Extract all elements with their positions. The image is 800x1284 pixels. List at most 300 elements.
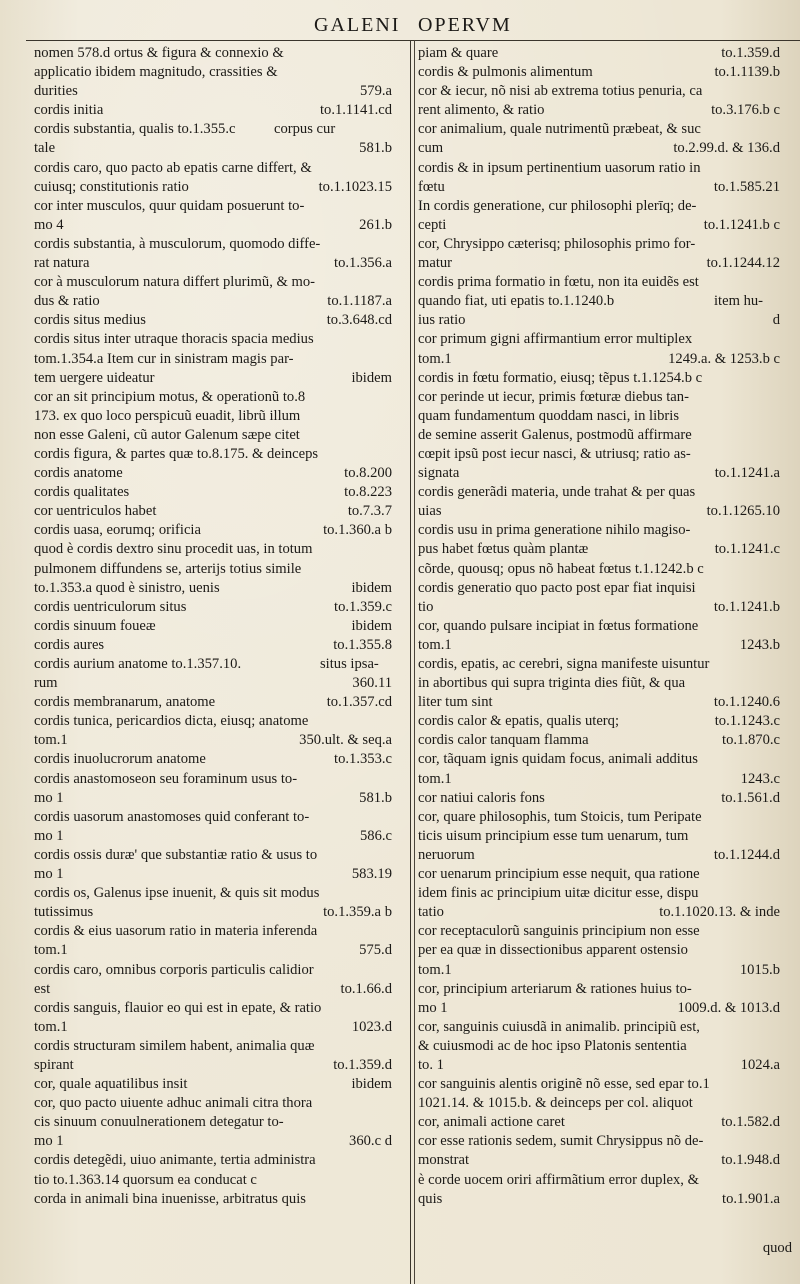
index-entry-text: cum [418,140,444,157]
index-entry-text: pus habet fœtus quàm plantæ [418,541,589,558]
index-line [34,941,392,960]
index-line [418,731,780,750]
index-entry-text: cordis, epatis, ac cerebri, signa manifeste uisuntur [418,656,710,672]
index-entry-text: cordis aures [34,636,105,653]
index-line [34,388,392,407]
index-entry-text: mo 1 [34,866,64,883]
index-line [418,388,780,407]
index-line [34,483,392,502]
index-entry-text: tatio [418,904,444,921]
index-entry-text: cor uenarum principium esse nequit, qua ratione [418,866,700,883]
index-entry-text: cordis & eius uasorum ratio in materia inferenda [34,923,318,940]
index-entry-text: cordis anatome [34,465,123,482]
index-reference: to.1.1241.b [713,598,780,615]
running-header [300,8,620,38]
index-line [418,1094,780,1113]
index-entry-text: cor sanguinis alentis originẽ nõ esse, sed epar to.1 [418,1076,710,1093]
index-line [418,693,780,712]
index-line [418,139,780,158]
index-line [34,1171,392,1190]
index-entry-text: fœtu [418,178,445,195]
index-entry-text: cordis generatio quo pacto post epar fiat inquisi [418,579,696,596]
index-line [34,865,392,884]
index-entry-text: quod è cordis dextro sinu procedit uas, in totum [34,541,313,558]
index-reference: 1015.b [739,961,780,978]
index-line [34,178,392,197]
index-entry-text: quam fundamentum quoddam nasci, in libris [418,407,680,424]
index-entry-text: rat natura [34,255,90,272]
index-line [34,273,392,292]
index-entry-text: cordis structuram similem habent, animalia quæ [34,1037,315,1054]
index-reference: to.1.357.cd [326,694,392,711]
index-entry-text: cordis calor tanquam flamma [418,732,589,749]
index-line [418,63,780,82]
index-line [418,350,780,369]
index-entry-text: cordis os, Galenus ipse inuenit, & quis sit modus [34,885,320,902]
index-reference: to.2.99.d. & 136.d [673,140,780,157]
index-entry-text: mo 1 [34,789,64,806]
index-entry-text: est [34,980,51,997]
index-reference: 1009.d. & 1013.d [677,999,780,1016]
index-line [34,407,392,426]
index-entry-text: cor animalium, quale nutrimentũ præbeat, & suc [418,121,701,138]
index-entry-text: cor inter musculos, quur quidam posuerunt to- [34,197,305,214]
index-entry-text: de semine asserit Galenus, postmodũ affirmare [418,426,692,443]
index-line [34,101,392,120]
index-reference: ibidem [351,1076,392,1093]
index-entry-text: cor primum gigni affirmantium error multiplex [418,331,693,348]
index-entry-text: tom.1 [34,732,68,749]
index-line [418,521,780,540]
index-line [34,808,392,827]
index-line [34,82,392,101]
index-entry-text: dus & ratio [34,293,100,310]
index-entry-continuation: item hu- [714,293,764,310]
index-line [418,311,780,330]
index-entry-text: cordis caro, quo pacto ab epatis carne differt, & [34,159,312,176]
index-entry-text: In cordis generatione, cur philosophi plerīq; de- [418,197,697,214]
index-line [34,1132,392,1151]
index-entry-text: cordis membranarum, anatome [34,694,216,711]
index-reference: to.1.359.d [721,45,780,61]
index-entry-text: per ea quæ in dissectionibus apparent ostensio [418,942,688,959]
index-reference: to.1.1241.a [714,465,780,482]
index-entry-text: tom.1 [34,1018,68,1035]
index-line [34,712,392,731]
index-line [34,311,392,330]
index-reference: ibidem [351,617,392,634]
index-line [418,1190,780,1209]
index-reference: d [772,312,780,329]
index-line [418,941,780,960]
index-entry-text: rent alimento, & ratio [418,102,545,119]
index-entry-text: non esse Galeni, cũ autor Galenum sæpe citet [34,426,300,443]
index-entry-text: cordis tunica, pericardios dicta, eiusq; anatome [34,713,309,730]
index-reference: 261.b [359,216,392,233]
index-line [34,235,392,254]
index-entry-text: nomen 578.d ortus & figura & connexio & [34,45,284,61]
index-entry-text: cordis detegẽdi, uiuo animante, tertia administra [34,1152,316,1169]
index-line [418,464,780,483]
index-entry-text: & cuiusmodi ac de hoc ipso Platonis sententia [418,1037,687,1054]
index-line [418,82,780,101]
index-entry-text: cor, quando pulsare incipiat in fœtus formatione [418,617,699,634]
index-line [418,808,780,827]
index-line [418,407,780,426]
index-reference: to.1.359.c [334,598,392,615]
index-line [418,1132,780,1151]
index-entry-text: cordis ossis duræ' que substantiæ ratio & usus to [34,846,318,863]
index-reference: ibidem [351,369,392,386]
index-entry-text: cor, quale aquatilibus insit [34,1076,188,1093]
index-line [34,426,392,445]
index-line [34,445,392,464]
index-entry-text: cordis uentriculorum situs [34,598,187,615]
index-entry-text: tio [418,598,434,615]
index-line [418,540,780,559]
index-entry-text: cor natiui caloris fons [418,789,545,806]
index-line [418,617,780,636]
index-entry-text: cordis usu in prima generatione nihilo magiso- [418,522,691,539]
index-line [34,1151,392,1170]
index-reference: to.1.1139.b [714,64,780,81]
index-reference: 1243.c [740,770,780,787]
index-line [418,44,780,63]
index-entry-text: cordis figura, & partes quæ to.8.175. & deinceps [34,445,319,462]
index-reference: to.1.1241.c [714,541,780,558]
index-reference: to.8.223 [344,484,392,501]
index-line [418,1037,780,1056]
index-entry-text: tom.1 [34,942,68,959]
index-line [34,770,392,789]
index-line [34,369,392,388]
index-entry-text: cordis situs medius [34,312,146,329]
index-line [418,178,780,197]
index-line [418,579,780,598]
index-line [34,216,392,235]
index-line [418,483,780,502]
index-reference: to.1.1141.cd [319,102,392,119]
index-line [34,846,392,865]
header-right: OPERVM [418,14,512,36]
index-line [418,789,780,808]
index-reference: to.1.1187.a [327,293,392,310]
index-entry-text: cordis in fœtu formatio, eiusq; tẽpus t.1.1254.b c [418,369,703,386]
index-entry-text: cordis anastomoseon seu foraminum usus to- [34,770,298,787]
index-line [418,101,780,120]
index-entry-text: tom.1 [418,770,452,787]
index-line [34,159,392,178]
index-line [418,254,780,273]
index-line [34,655,392,674]
index-line [418,369,780,388]
catchword: quod [762,1240,792,1256]
index-entry-text: cordis inuolucrorum anatome [34,751,206,768]
index-line [34,999,392,1018]
index-entry-text: cor, Chrysippo cæterisq; philosophis primo for- [418,235,696,252]
index-entry-text: spirant [34,1056,74,1073]
index-entry-text: cordis uasa, eorumq; orificia [34,522,201,539]
index-reference: ibidem [351,579,392,596]
index-line [418,426,780,445]
index-entry-text: tutissimus [34,904,94,921]
index-entry-text: cordis caro, omnibus corporis particulis calidior [34,961,314,978]
index-entry-text: cordis generãdi materia, unde trahat & per quas [418,484,696,501]
index-entry-text: cor uentriculos habet [34,503,157,520]
index-entry-text: cordis qualitates [34,484,130,501]
index-entry-text: cor, sanguinis cuiusdã in animalib. principiũ est, [418,1018,700,1035]
index-entry-text: cordis aurium anatome to.1.357.10. [34,656,242,672]
index-entry-text: matur [418,255,453,272]
index-entry-text: ius ratio [418,312,466,329]
index-line [418,770,780,789]
index-entry-continuation: situs ipsa- [320,656,379,672]
index-entry-text: cordis prima formatio in fœtu, non ita euidẽs est [418,274,699,291]
index-line [34,1037,392,1056]
index-line [34,674,392,693]
index-entry-text: corda in animali bina inuenisse, arbitratus quis [34,1190,306,1207]
index-entry-text: ticis uisum principium esse tum uenarum, tum [418,827,689,844]
index-reference: to.3.176.b c [711,102,780,119]
index-reference: 586.c [359,827,392,844]
index-line [418,235,780,254]
index-entry-text: to.1.353.a quod è sinistro, uenis [34,579,220,596]
index-reference: to.8.200 [344,465,392,482]
index-entry-text: cis sinuum conuulnerationem detegatur to- [34,1114,284,1131]
index-line [418,502,780,521]
index-line [34,560,392,579]
index-line [34,120,392,139]
index-line [418,1018,780,1037]
index-entry-text: mo 1 [418,999,448,1016]
index-line [418,827,780,846]
index-entry-text: idem finis ac principium uitæ dicitur esse, dispu [418,885,699,902]
index-reference: to.1.585.21 [713,178,780,195]
index-line [418,674,780,693]
index-line [34,922,392,941]
index-reference: to.1.582.d [721,1114,780,1131]
index-reference: to.1.359.a b [323,904,392,921]
index-entry-text: applicatio ibidem magnitudo, crassities & [34,64,278,81]
right-column [418,44,780,1209]
index-entry-text: liter tum sint [418,694,493,711]
index-line [418,292,780,311]
index-line [34,636,392,655]
index-reference: to.1.901.a [722,1190,780,1207]
index-reference: to.1.948.d [721,1152,780,1169]
index-reference: to.3.648.cd [326,312,392,329]
index-reference: 360.c d [349,1133,392,1150]
index-entry-text: monstrat [418,1152,470,1169]
index-entry-text: cuiusq; constitutionis ratio [34,178,189,195]
index-entry-text: uias [418,503,442,520]
header-left: GALENI [314,14,401,36]
index-line [418,961,780,980]
index-reference: 1024.a [740,1056,780,1073]
index-line [418,999,780,1018]
index-reference: to.1.355.8 [333,636,392,653]
index-entry-text: tom.1 [418,961,452,978]
index-entry-text: cepti [418,216,447,233]
index-reference: to.1.359.d [333,1056,392,1073]
index-line [418,846,780,865]
index-entry-text: cõrde, quousq; opus nõ habeat fœtus t.1.1242.b c [418,560,704,577]
index-reference: 581.b [359,789,392,806]
index-line [418,159,780,178]
index-entry-text: tom.1 [418,636,452,653]
index-line [34,789,392,808]
index-entry-text: piam & quare [418,45,499,61]
index-entry-text: cor, tãquam ignis quidam focus, animali additus [418,751,698,768]
index-line [34,292,392,311]
index-line [34,44,392,63]
index-line [418,1151,780,1170]
index-line [418,884,780,903]
index-line [418,1056,780,1075]
index-reference: to.1.1244.d [713,846,780,863]
index-line [418,1113,780,1132]
index-entry-text: cor an sit principium motus, & operationũ to.8 [34,388,306,405]
index-line [34,827,392,846]
index-reference: 581.b [359,140,392,157]
index-entry-text: cor à musculorum natura differt plurimũ, & mo- [34,274,315,291]
index-entry-text: tale [34,140,56,157]
index-entry-text: durities [34,83,78,100]
index-reference: 575.d [359,942,392,959]
index-line [34,1075,392,1094]
index-entry-text: cordis calor & epatis, qualis uterq; [418,713,620,730]
left-column [34,44,392,1209]
index-reference: 579.a [359,83,392,100]
index-line [418,903,780,922]
index-entry-text: è corde uocem oriri affirmãtium error duplex, & [418,1171,699,1188]
index-line [418,865,780,884]
index-line [34,63,392,82]
index-entry-text: cordis substantia, qualis to.1.355.c [34,121,236,138]
index-entry-text: quis [418,1190,443,1207]
index-line [34,750,392,769]
index-reference: to.1.561.d [721,789,780,806]
index-line [34,540,392,559]
index-entry-text: cor receptaculorũ sanguinis principium non esse [418,923,700,940]
index-line [418,330,780,349]
index-line [418,273,780,292]
index-entry-text: rum [34,675,58,692]
index-reference: to.1.360.a b [323,522,392,539]
index-entry-text: signata [418,465,460,482]
index-entry-continuation: corpus cur [274,121,336,138]
index-entry-text: mo 1 [34,827,64,844]
index-entry-text: cor, principium arteriarum & rationes huius to- [418,980,692,997]
index-line [34,1056,392,1075]
index-line [34,961,392,980]
index-entry-text: neruorum [418,846,475,863]
index-reference: to.1.870.c [722,732,780,749]
index-reference: to.1.353.c [334,751,392,768]
index-entry-text: tom.1.354.a Item cur in sinistram magis par- [34,350,294,367]
index-line [34,502,392,521]
index-entry-text: cor, quo pacto uiuente adhuc animali citra thora [34,1095,313,1112]
index-entry-text: 173. ex quo loco perspicuũ euadit, librũ illum [34,407,301,424]
index-reference: 1249.a. & 1253.b c [668,350,780,367]
index-line [34,1018,392,1037]
index-line [418,1171,780,1190]
index-reference: to.1.1244.12 [706,255,780,272]
index-line [34,579,392,598]
index-reference: 360.11 [352,675,392,692]
index-line [34,617,392,636]
index-line [418,598,780,617]
column-divider [410,40,411,1284]
index-line [34,598,392,617]
index-reference: 1243.b [739,636,780,653]
index-line [34,521,392,540]
index-line [34,1113,392,1132]
index-entry-text: pulmonem diffundens se, arterijs totius simile [34,560,302,577]
index-line [34,254,392,273]
index-entry-text: cor, quare philosophis, tum Stoicis, tum Peripate [418,808,702,825]
index-entry-text: cor perinde ut iecur, primis fœturæ diebus tan- [418,388,689,405]
index-entry-text: cordis situs inter utraque thoracis spacia medius [34,331,314,348]
index-line [34,1094,392,1113]
index-reference: to.1.1020.13. & inde [659,904,780,921]
index-line [418,560,780,579]
index-entry-text: cordis initia [34,102,104,119]
index-reference: to.1.1243.c [714,713,780,730]
index-line [418,1075,780,1094]
index-entry-text: cor, animali actione caret [418,1114,565,1131]
index-reference: 1023.d [351,1018,392,1035]
index-entry-text: cordis sinuum foueæ [34,617,156,634]
index-line [34,197,392,216]
index-entry-text: cor & iecur, nõ nisi ab extrema totius penuria, ca [418,83,703,100]
column-divider-inner [414,40,415,1284]
index-line [418,636,780,655]
index-line [34,980,392,999]
index-entry-text: cordis uasorum anastomoses quid conferant to- [34,808,310,825]
index-entry-text: 1021.14. & 1015.b. & deinceps per col. aliquot [418,1095,693,1112]
index-entry-text: mo 4 [34,216,64,233]
index-entry-text: tem uergere uideatur [34,369,155,386]
index-entry-text: cordis & pulmonis alimentum [418,64,593,81]
index-entry-text: cœpit ipsũ post iecur nasci, & utriusq; ratio as- [418,445,691,462]
index-reference: to.1.1023.15 [318,178,392,195]
index-line [418,980,780,999]
index-reference: to.1.66.d [340,980,392,997]
index-entry-text: to. 1 [418,1056,444,1073]
header-rule [26,40,800,41]
index-line [418,216,780,235]
index-entry-text: cor esse rationis sedem, sumit Chrysippus nõ de- [418,1133,704,1150]
index-line [34,139,392,158]
index-reference: to.1.1265.10 [706,503,780,520]
index-reference: to.1.1241.b c [703,216,780,233]
index-reference: 350.ult. & seq.a [299,732,392,749]
index-reference: to.1.356.a [334,255,392,272]
index-line [34,1190,392,1209]
index-entry-text: cordis substantia, à musculorum, quomodo diffe- [34,235,321,252]
index-entry-text: mo 1 [34,1133,64,1150]
index-line [418,655,780,674]
index-line [418,120,780,139]
index-reference: 583.19 [351,866,392,883]
index-line [34,330,392,349]
index-reference: to.1.1240.6 [713,694,780,711]
index-entry-text: in abortibus qui supra triginta dies fiũt, & qua [418,675,686,692]
index-entry-text: cordis sanguis, flauior eo qui est in epate, & ratio [34,999,322,1016]
index-line [418,197,780,216]
index-entry-text: cordis & in ipsum pertinentium uasorum ratio in [418,159,701,176]
